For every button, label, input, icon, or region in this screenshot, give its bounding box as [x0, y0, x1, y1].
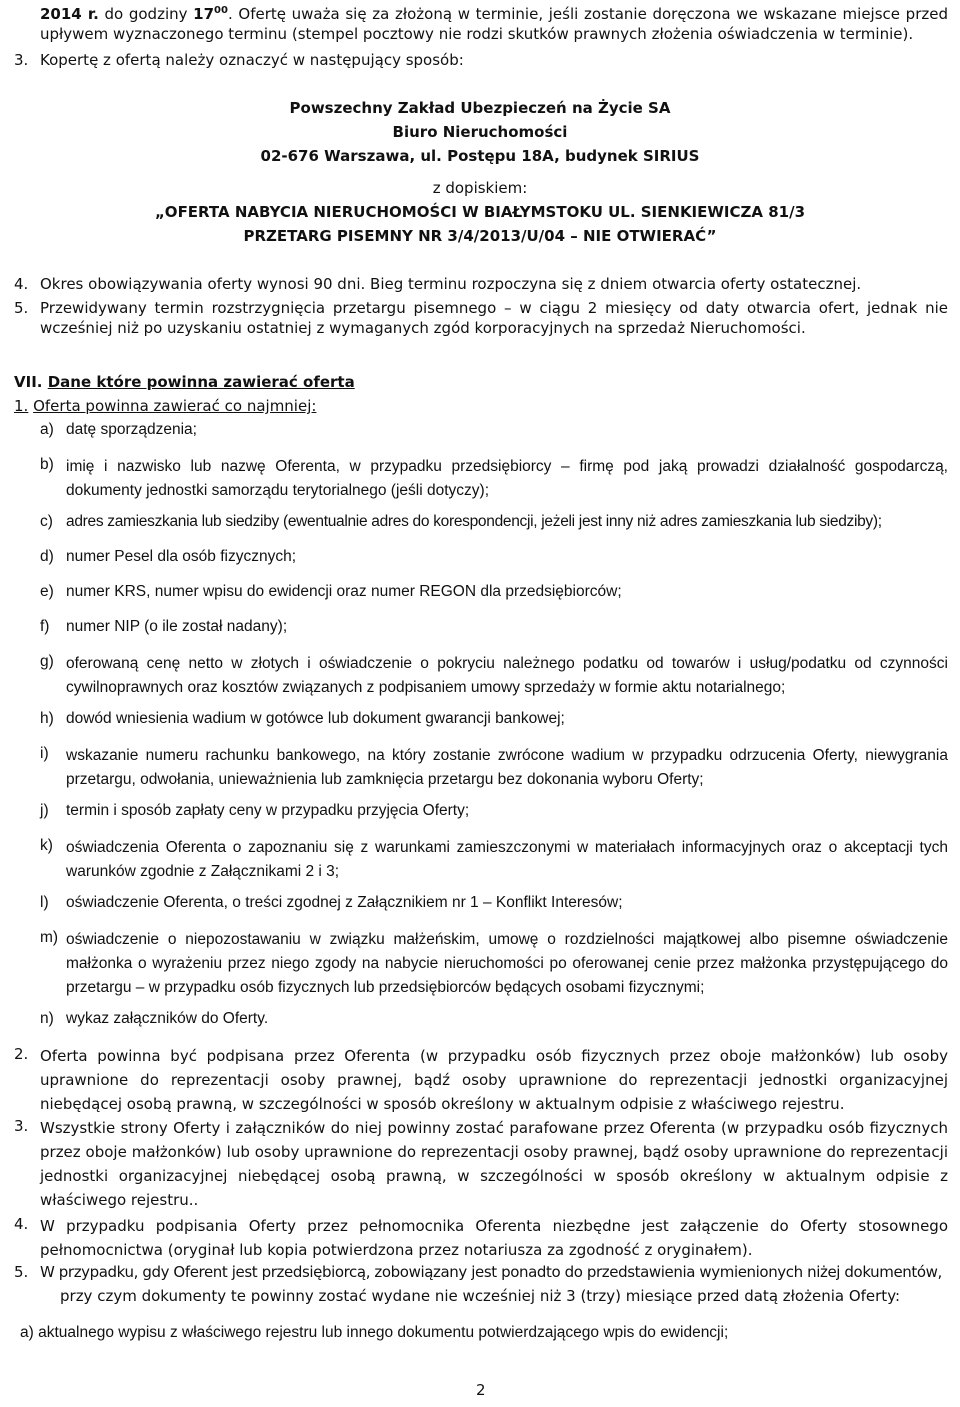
- sub1-text: Oferta powinna zawierać co najmniej:: [33, 397, 317, 415]
- list-item-label: m): [40, 929, 59, 946]
- section-heading: [14, 372, 355, 392]
- point2-text: Oferta powinna być podpisana przez Oferenta (w przypadku osób fizycznych przez oboje małżonków) lub osoby uprawnione do reprezentacji osoby prawnej, bądź osoby uprawnione do reprezentacji jednostki organizacyjnej niebędącej osobą prawną, w szczególności w sposób określony w aktualnym odpisie z właściwego rejestru.: [40, 1047, 948, 1113]
- list-item-label: c): [40, 513, 53, 530]
- list-item-text: oświadczenia Oferenta o zapoznaniu się z warunkami zamieszczonymi w materiałach informacyjnych oraz o akceptacji tych warunków zgodnie z Załącznikami 2 i 3;: [66, 839, 948, 880]
- list-item-label: d): [40, 548, 54, 565]
- final-item: [20, 1323, 728, 1343]
- point3-number: 3.: [14, 1117, 29, 1135]
- list-item-text: datę sporządzenia;: [66, 421, 197, 438]
- sub1: [14, 396, 316, 416]
- envelope-line3: 02-676 Warszawa, ul. Postępu 18A, budynek SIRIUS: [260, 147, 700, 165]
- point4-text: W przypadku podpisania Oferty przez pełnomocnika Oferenta niezbędne jest załączenie do Oferty stosownego pełnomocnictwa (oryginał lub kopia potwierdzona przez notariusza za zgodność z oryginałem).: [40, 1217, 948, 1259]
- envelope-line5: PRZETARG PISEMNY NR 3/4/2013/U/04 – NIE OTWIERAĆ”: [243, 227, 717, 245]
- hour-text: 17: [193, 5, 215, 23]
- item3-number: 3.: [14, 51, 29, 69]
- intro-paragraph: [40, 4, 948, 44]
- list-item-label: j): [40, 802, 49, 819]
- envelope-line4: „OFERTA NABYCIA NIERUCHOMOŚCI W BIAŁYMSTOKU UL. SIENKIEWICZA 81/3: [154, 203, 806, 221]
- final-item-label: a): [20, 1324, 34, 1341]
- section-number: VII.: [14, 373, 43, 391]
- list-item-label: e): [40, 583, 54, 600]
- final-item-text: aktualnego wypisu z właściwego rejestru lub innego dokumentu potwierdzającego wpis do ewidencji;: [38, 1324, 729, 1341]
- list-item-label: n): [40, 1010, 54, 1027]
- list-item-label: a): [40, 421, 54, 438]
- intro-rest: . Ofertę uważa się za złożoną w terminie, jeśli zostanie doręczona we wskazane miejsce przed upływem wyznaczonego terminu (stempel pocztowy nie rodzi skutków prawnych złożenia oświadczenia w terminie).: [40, 5, 948, 43]
- list-item-label: b): [40, 456, 54, 473]
- list-item-label: g): [40, 653, 54, 670]
- list-item-label: i): [40, 745, 49, 762]
- item4-text: Okres obowiązywania oferty wynosi 90 dni. Bieg terminu rozpoczyna się z dniem otwarcia oferty ostatecznej.: [40, 275, 862, 293]
- list-item-text: oświadczenie Oferenta, o treści zgodnej z Załącznikiem nr 1 – Konflikt Interesów;: [66, 894, 623, 911]
- list-item-text: imię i nazwisko lub nazwę Oferenta, w przypadku przedsiębiorcy – firmę pod jaką prowadzi działalność gospodarczą, dokumenty jednostki samorządu terytorialnego (jeśli dotyczy);: [66, 458, 948, 499]
- intro-mid: do godziny: [98, 5, 194, 23]
- list-item-text: dowód wniesienia wadium w gotówce lub dokument gwarancji bankowej;: [66, 710, 565, 727]
- list-item-text: wykaz załączników do Oferty.: [66, 1010, 269, 1027]
- page-number: 2: [476, 1381, 486, 1399]
- list-item-text: wskazanie numeru rachunku bankowego, na który zostanie zwrócone wadium w przypadku odrzucenia Oferty, niewygrania przetargu, odwołania, unieważnienia lub zamknięcia przetargu bez dokonania wyboru Oferty;: [66, 747, 948, 788]
- point4-number: 4.: [14, 1215, 29, 1233]
- list-item-label: h): [40, 710, 54, 727]
- item4-number: 4.: [14, 275, 29, 293]
- item5-number: 5.: [14, 299, 29, 317]
- point2-number: 2.: [14, 1045, 29, 1063]
- section-title: Dane które powinna zawierać oferta: [47, 373, 355, 391]
- list-item-text: adres zamieszkania lub siedziby (ewentualnie adres do korespondencji, jeżeli jest inny niż adres zamieszkania lub siedziby);: [66, 513, 882, 530]
- envelope-line2: Biuro Nieruchomości: [392, 123, 568, 141]
- minutes-text: 00: [214, 5, 228, 16]
- list-item-label: k): [40, 837, 53, 854]
- list-item-text: numer NIP (o ile został nadany);: [66, 618, 288, 635]
- list-item-text: oświadczenie o niepozostawaniu w związku małżeńskim, umowę o rozdzielności majątkowej albo pisemne oświadczenie małżonka o wyrażeniu przez niego zgody na nabycie nieruchomości po oferowanej cenie przez małżonka przystępującego do przetargu – w przypadku osób fizycznych lub przedsiębiorców będących osobami fizycznymi;: [66, 931, 948, 996]
- item5-text: Przewidywany termin rozstrzygnięcia przetargu pisemnego – w ciągu 2 miesięcy od daty otwarcia ofert, jednak nie wcześniej niż po uzyskaniu ostatniej z wymaganych zgód korporacyjnych na sprzedaż Nieruchomości.: [40, 299, 948, 337]
- list-item-label: f): [40, 618, 50, 635]
- item3-text: Kopertę z ofertą należy oznaczyć w następujący sposób:: [40, 51, 464, 69]
- list-item-text: numer Pesel dla osób fizycznych;: [66, 548, 297, 565]
- point5-line1: W przypadku, gdy Oferent jest przedsiębiorcą, zobowiązany jest ponadto do przedstawienia wymienionych niżej dokumentów,: [40, 1263, 942, 1281]
- sub1-number: 1.: [14, 397, 29, 415]
- envelope-note: z dopiskiem:: [432, 179, 528, 197]
- list-item-label: l): [40, 894, 49, 911]
- point5-line2: przy czym dokumenty te powinny zostać wydane nie wcześniej niż 3 (trzy) miesiące przed datą złożenia Oferty:: [60, 1287, 901, 1305]
- list-item-text: termin i sposób zapłaty ceny w przypadku przyjęcia Oferty;: [66, 802, 470, 819]
- envelope-line1: Powszechny Zakład Ubezpieczeń na Życie SA: [289, 99, 671, 117]
- point5-number: 5.: [14, 1263, 29, 1281]
- point3-text: Wszystkie strony Oferty i załączników do niej powinny zostać parafowane przez Oferenta (w przypadku osób fizycznych przez oboje małżonków) lub osoby uprawnione do reprezentacji osoby prawnej, bądź osoby uprawnione do reprezentacji jednostki organizacyjnej niebędącej osobą prawną, w szczególności w sposób określony w aktualnym odpisie z właściwego rejestru..: [40, 1119, 948, 1209]
- list-item-text: oferowaną cenę netto w złotych i oświadczenie o pokryciu należnego podatku od towarów i usług/podatku od czynności cywilnoprawnych oraz kosztów związanych z podpisaniem umowy sprzedaży w formie aktu notarialnego;: [66, 655, 948, 696]
- date-text: 2014 r.: [40, 5, 99, 23]
- list-item-text: numer KRS, numer wpisu do ewidencji oraz numer REGON dla przedsiębiorców;: [66, 583, 622, 600]
